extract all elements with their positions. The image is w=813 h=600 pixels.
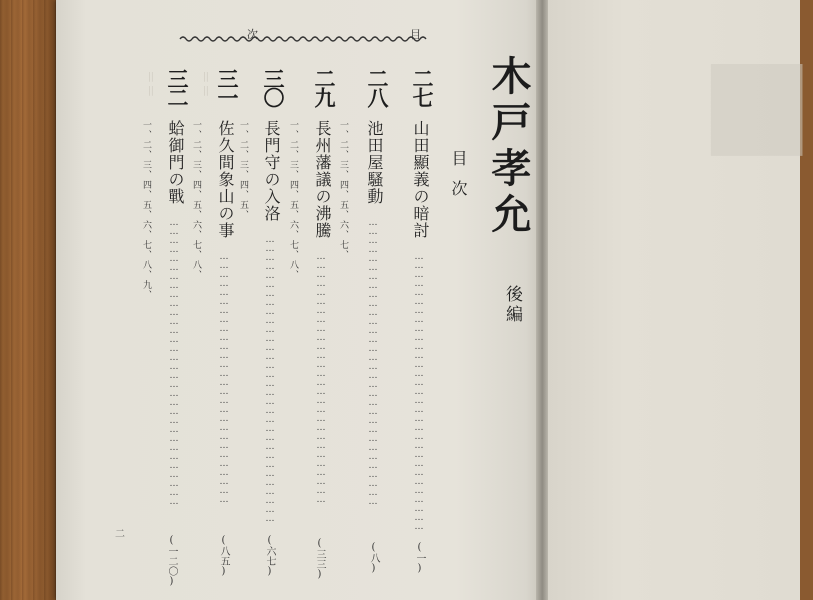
leader-dots: …………………………………………………………………………………… <box>265 235 275 523</box>
chapter-title: 山田顯義の暗討 <box>411 120 430 239</box>
chapter-title: 長州藩議の沸騰 <box>313 120 332 239</box>
leader-dots: ………………………………………………………………………… <box>219 252 229 504</box>
chapter-number: 三二 <box>165 68 190 106</box>
chapter-title: 長門守の入洛 <box>262 120 281 222</box>
show-through-mark: ■ <box>700 29 813 170</box>
chapter-subsections: 一、二、三、四、五、六、七、八、九、 <box>141 120 151 300</box>
chapter-number: 二九 <box>312 68 337 106</box>
left-page <box>56 0 542 600</box>
chapter-page: (一) <box>414 542 425 574</box>
book-title: 木戸孝允 <box>485 55 532 239</box>
chapter-subsections: 一、二、三、四、五、六、七、 <box>338 120 348 260</box>
chapter-title: 池田屋騷動 <box>365 120 384 205</box>
leader-dots: ………………………………………………………………………………… <box>414 252 424 531</box>
book-part-label: 後編 <box>502 285 522 325</box>
chapter-title: 佐久間象山の事 <box>216 120 235 239</box>
chapter-number: 三〇 <box>261 68 286 106</box>
leader-dots: …………………………………………………………………………………… <box>169 218 179 506</box>
toc-heading: 目次 <box>449 150 468 210</box>
chapter-page: (八) <box>368 542 379 574</box>
leader-dots: ………………………………………………………………………… <box>316 252 326 504</box>
chapter-page: (八五) <box>218 535 229 577</box>
show-through-column: ＝＝ <box>197 70 213 98</box>
chapter-page: (一二〇) <box>166 535 177 587</box>
decorative-wavy-rule <box>180 35 430 43</box>
chapter-subsections: 一、二、三、四、五、六、七、八、 <box>191 120 201 280</box>
running-header-left: 次 <box>247 28 258 41</box>
chapter-number: 三一 <box>215 68 240 106</box>
chapter-number: 二七 <box>410 68 435 106</box>
running-header-right: 目 <box>410 28 421 41</box>
leader-dots: …………………………………………………………………………………… <box>368 218 378 506</box>
chapter-number: 二八 <box>365 68 390 106</box>
chapter-page: (六七) <box>264 535 275 577</box>
chapter-subsections: 一、二、三、四、五、 <box>238 120 248 220</box>
chapter-title: 蛤御門の戰 <box>166 120 185 205</box>
chapter-subsections: 一、二、三、四、五、六、七、八、 <box>288 120 298 280</box>
chapter-page: (三三) <box>314 538 325 580</box>
page-number: 二 <box>115 529 125 540</box>
show-through-column: ＝＝ <box>142 70 158 98</box>
wooden-table <box>0 0 58 600</box>
